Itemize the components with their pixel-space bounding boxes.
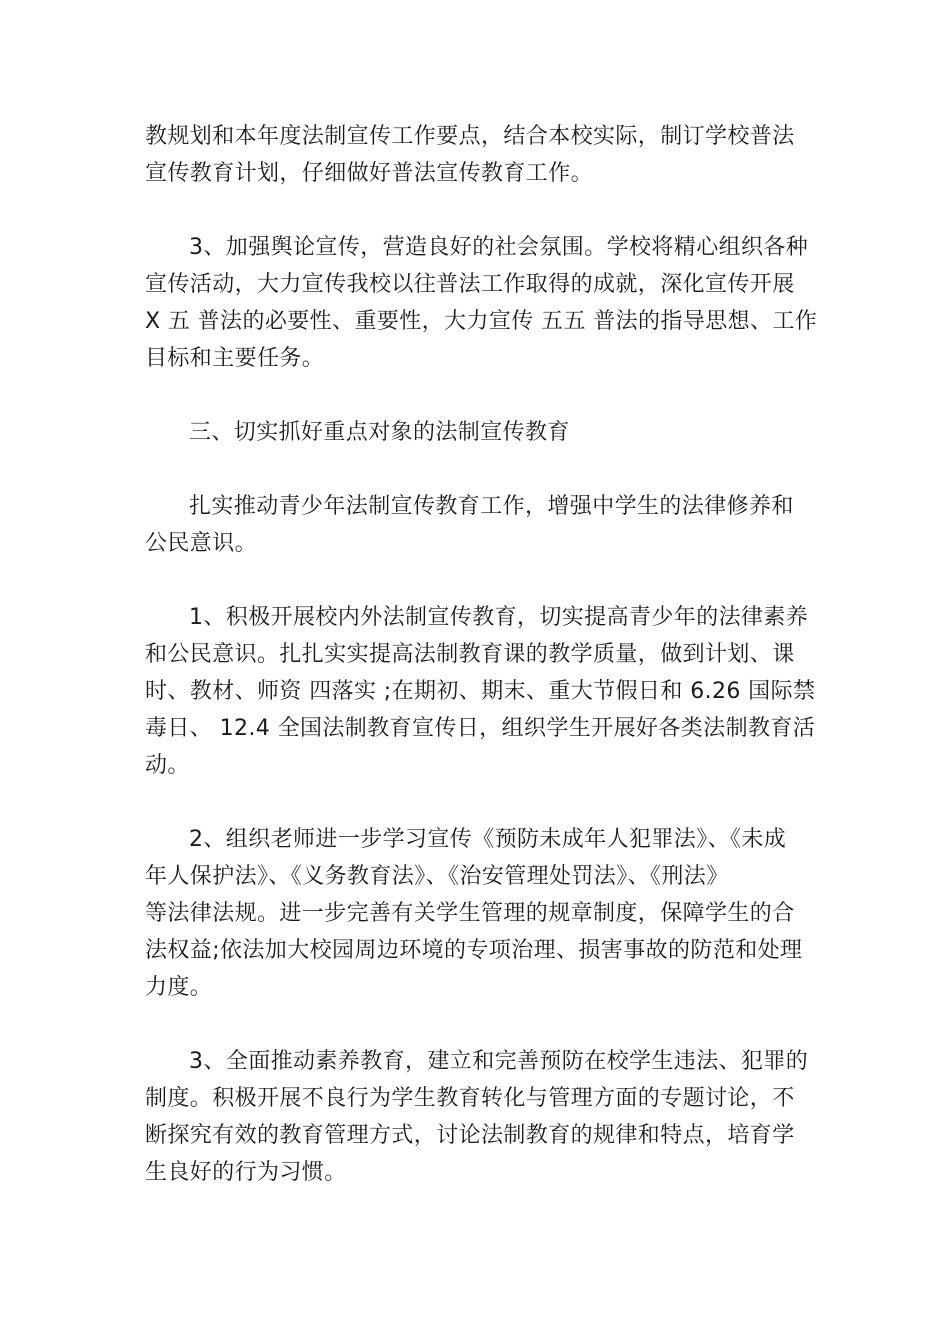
text-line: 时、教材、师资 四落实 ;在期初、期末、重大节假日和 6.26 国际禁	[145, 679, 816, 704]
paragraph-spacer	[145, 192, 809, 229]
text-line: 法权益;依法加大校园周边环境的专项治理、损害事故的防范和处理	[145, 938, 803, 963]
text-line: X 五 普法的必要性、重要性，大力宣传 五五 普法的指导思想、工作	[145, 309, 818, 334]
text-line: 3、加强舆论宣传，营造良好的社会氛围。学校将精心组织各种	[189, 235, 809, 260]
text-line: 毒日、 12.4 全国法制教育宣传日，组织学生开展好各类法制教育活	[145, 716, 816, 741]
text-line: 三、切实抓好重点对象的法制宣传教育	[189, 420, 570, 445]
text-line: 和公民意识。扎扎实实提高法制教育课的教学质量，做到计划、课	[145, 642, 795, 667]
paragraph-spacer	[145, 1006, 809, 1043]
text-line: 断探究有效的教育管理方式，讨论法制教育的规律和特点，培育学	[145, 1123, 795, 1148]
paragraph-plan-continuation	[145, 118, 809, 192]
text-line: 3、全面推动素养教育，建立和完善预防在校学生违法、犯罪的	[189, 1049, 809, 1074]
text-line: 2、组织老师进一步学习宣传《预防未成年人犯罪法》、《未成	[189, 827, 787, 852]
section-heading	[145, 414, 809, 451]
text-line: 宣传教育计划，仔细做好普法宣传教育工作。	[145, 161, 594, 186]
paragraph-spacer	[145, 377, 809, 414]
text-line: 目标和主要任务。	[145, 346, 325, 371]
text-line: 制度。积极开展不良行为学生教育转化与管理方面的专题讨论，不	[145, 1086, 795, 1111]
text-line: 宣传活动，大力宣传我校以往普法工作取得的成就，深化宣传开展	[145, 272, 795, 297]
paragraph-item-1	[145, 599, 816, 784]
text-line: 力度。	[145, 975, 213, 1000]
paragraph-item-3	[145, 1043, 809, 1191]
text-line: 扎实推动青少年法制宣传教育工作，增强中学生的法律修养和	[189, 494, 794, 519]
paragraph-item-2	[145, 821, 809, 1006]
text-line: 教规划和本年度法制宣传工作要点，结合本校实际，制订学校普法	[145, 124, 795, 149]
text-line: 1、积极开展校内外法制宣传教育，切实提高青少年的法律素养	[189, 605, 809, 630]
paragraph-youth-education	[145, 488, 809, 562]
text-line: 年人保护法》、《义务教育法》、《治安管理处罚法》、《刑法》	[145, 864, 729, 889]
paragraph-public-opinion	[145, 229, 818, 377]
text-line: 动。	[145, 753, 190, 778]
paragraph-spacer	[145, 784, 809, 821]
text-line: 等法律法规。进一步完善有关学生管理的规章制度，保障学生的合	[145, 901, 795, 926]
text-line: 公民意识。	[145, 531, 258, 556]
text-line: 生良好的行为习惯。	[145, 1160, 347, 1185]
document-page	[145, 118, 818, 1191]
paragraph-spacer	[145, 562, 809, 599]
paragraph-spacer	[145, 451, 809, 488]
